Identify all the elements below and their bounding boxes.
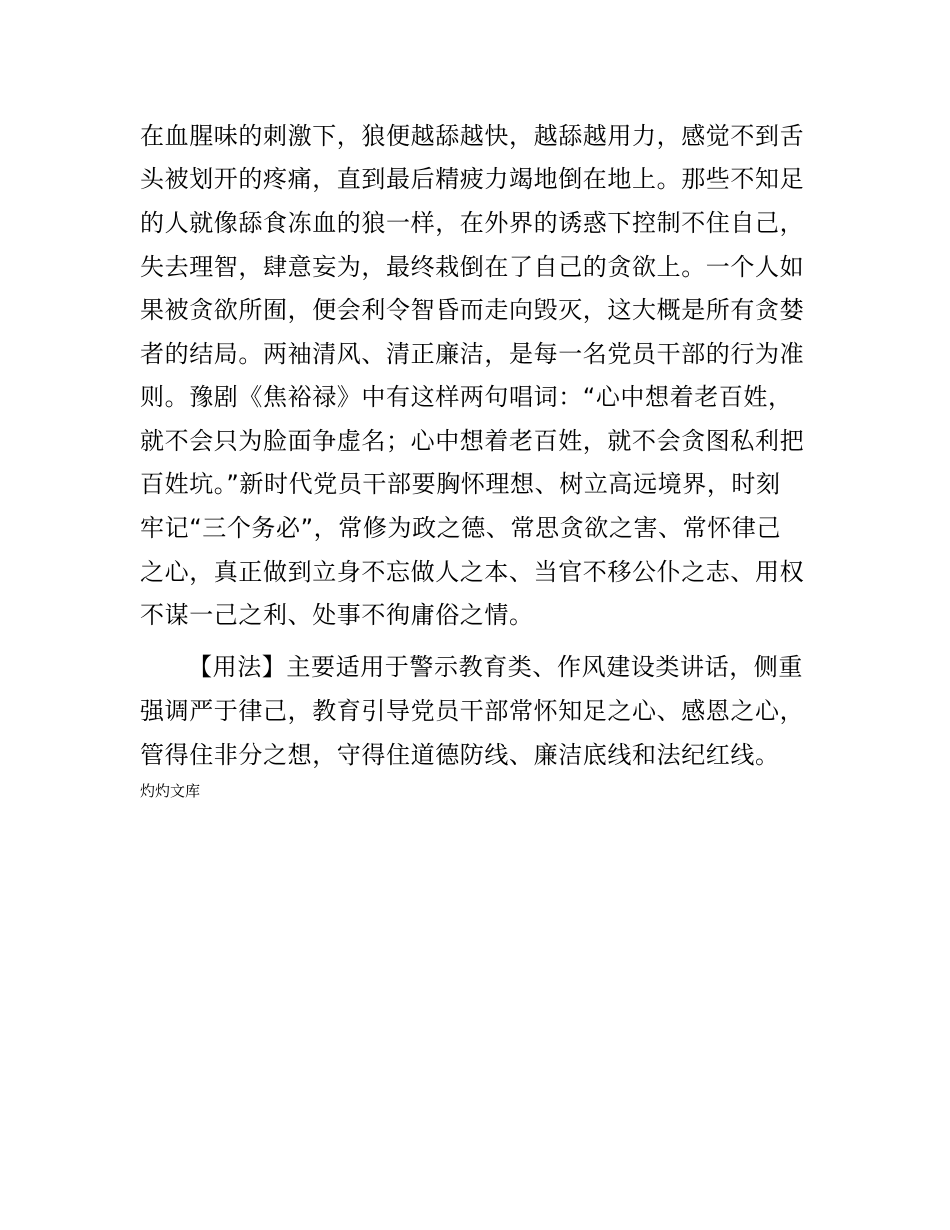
paragraph-1-line-10: 牢记“三个务必”，常修为政之德、常思贪欲之害、常怀律己 — [140, 514, 782, 542]
paragraph-1-line-1: 在血腥味的刺激下，狼便越舔越快，越舔越用力，感觉不到舌 — [140, 122, 805, 150]
paragraph-1-line-9: 百姓坑。”新时代党员干部要胸怀理想、树立高远境界，时刻 — [140, 470, 781, 498]
paragraph-1-line-5: 果被贪欲所囿，便会利令智昏而走向毁灭，这大概是所有贪婪 — [140, 296, 805, 324]
footer-watermark: 灼灼文库 — [140, 782, 201, 800]
paragraph-1-line-11: 之心，真正做到立身不忘做人之本、当官不移公仆之志、用权 — [140, 558, 805, 586]
paragraph-1-line-4: 失去理智，肆意妄为，最终栽倒在了自己的贪欲上。一个人如 — [140, 253, 805, 281]
paragraph-1-line-7: 则。豫剧《焦裕禄》中有这样两句唱词：“心中想着老百姓， — [140, 383, 793, 411]
paragraph-1-line-12: 不谋一己之利、处事不徇庸俗之情。 — [140, 601, 534, 629]
paragraph-1-line-6: 者的结局。两袖清风、清正廉洁，是每一名党员干部的行为准 — [140, 340, 805, 368]
paragraph-1-line-3: 的人就像舔食冻血的狼一样，在外界的诱惑下控制不住自己， — [140, 209, 805, 237]
paragraph-1-line-8: 就不会只为脸面争虚名；心中想着老百姓，就不会贪图私利把 — [140, 427, 805, 455]
paragraph-2-line-3: 管得住非分之想，守得住道德防线、廉洁底线和法纪红线。 — [140, 741, 780, 769]
paragraph-1-line-2: 头被划开的疼痛，直到最后精疲力竭地倒在地上。那些不知足 — [140, 165, 805, 193]
paragraph-2-line-1: 【用法】主要适用于警示教育类、作风建设类讲话，侧重 — [188, 653, 803, 681]
paragraph-2-line-2: 强调严于律己，教育引导党员干部常怀知足之心、感恩之心， — [140, 697, 805, 725]
